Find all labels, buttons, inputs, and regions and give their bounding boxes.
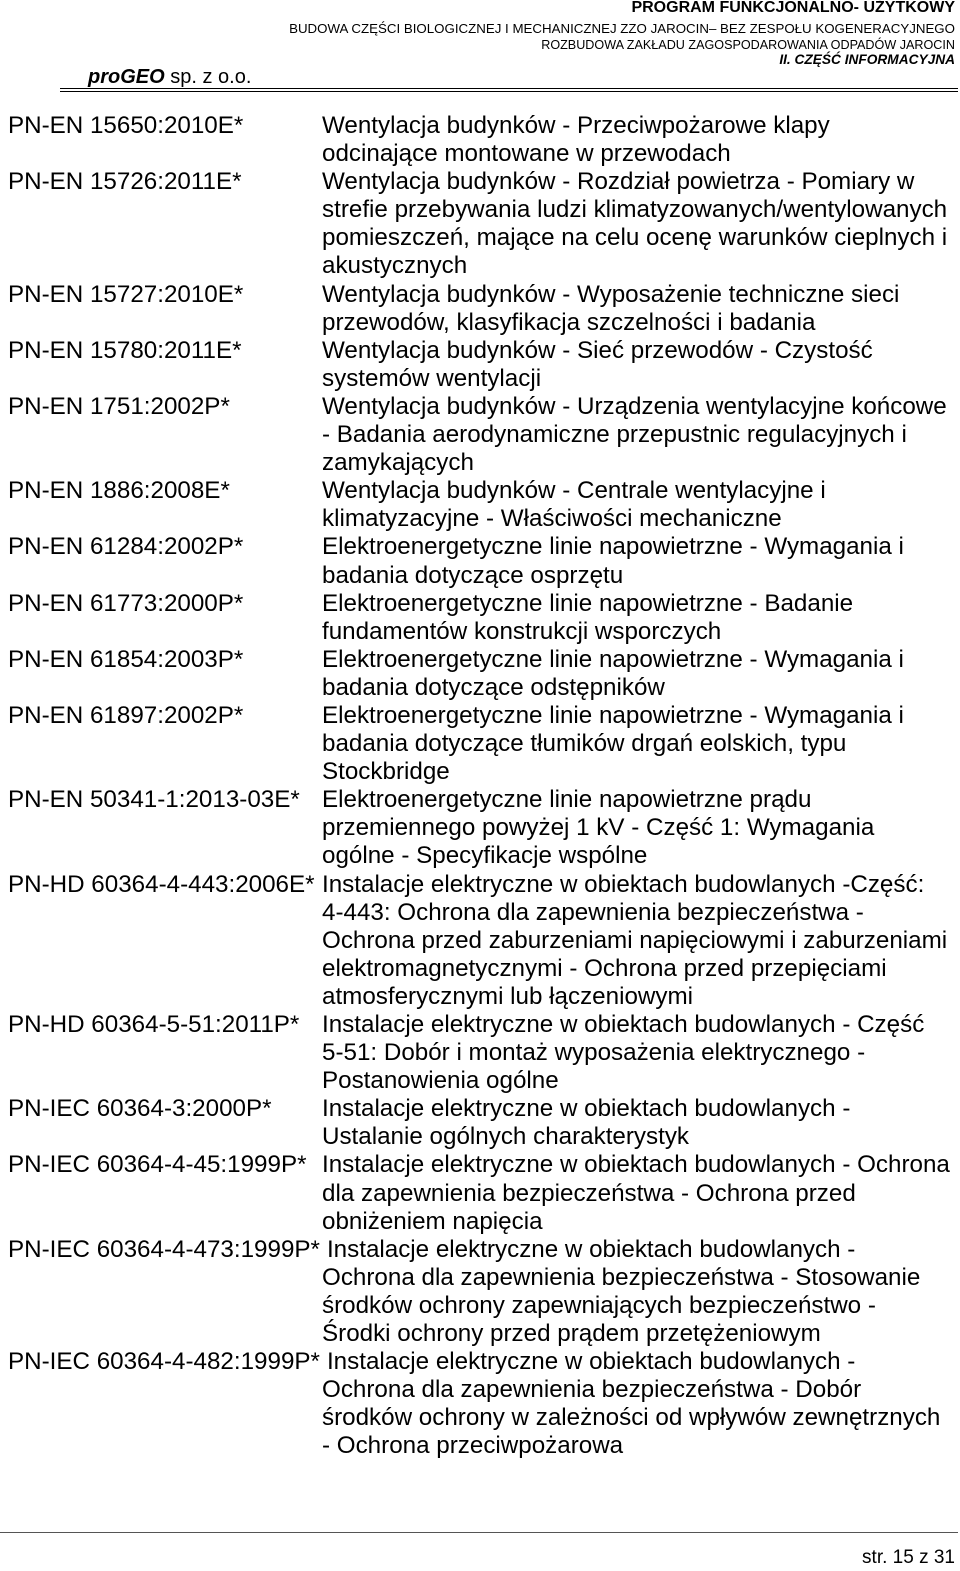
program-title: PROGRAM FUNKCJONALNO- UŻYTKOWY [631,0,955,16]
standard-title [322,1348,940,1459]
standard-entry [8,477,958,533]
standard-entry [8,533,958,589]
standard-title [322,871,947,1010]
standard-entry [8,702,958,786]
standard-code: PN-EN 50341-1:2013-03E* [8,786,300,814]
standard-title-line: badania dotyczące odstępników [322,673,665,701]
standard-title-line: pomieszczeń, mające na celu ocenę warunków cieplnych i [322,224,948,252]
standard-title-line: 4-443: Ochrona dla zapewnienia bezpieczeństwa - [322,898,864,926]
standard-entry [8,281,958,337]
standard-title-line: obniżeniem napięcia [322,1207,543,1235]
standard-title-line: Instalacje elektryczne w obiektach budowlanych - [322,1095,851,1123]
standard-title [322,702,904,785]
standard-title-line: systemów wentylacji [322,364,542,392]
standard-title [322,533,904,588]
standard-code: PN-IEC 60364-4-473:1999P* [8,1235,320,1263]
standard-title [322,1095,850,1150]
standard-code: PN-EN 15727:2010E* [8,280,244,308]
standard-code: PN-EN 61897:2002P* [8,701,244,729]
standard-title [322,1011,924,1094]
standard-title-line: środków ochrony zapewniających bezpieczeństwo - [322,1291,876,1319]
standard-code: PN-EN 1886:2008E* [8,477,230,505]
standard-title-line: odcinające montowane w przewodach [322,140,731,168]
standard-title [322,337,873,392]
standard-title-line: przewodów, klasyfikacja szczelności i badania [322,308,816,336]
standard-entry [8,168,958,280]
standard-title-line: Wentylacja budynków - Rozdział powietrza - Pomiary w [322,168,915,196]
standard-code: PN-IEC 60364-4-482:1999P* [8,1348,320,1376]
standard-title [322,786,874,869]
standard-code: PN-EN 61854:2003P* [8,645,244,673]
standard-title-line: - Ochrona przeciwpożarowa [322,1432,624,1460]
standard-code: PN-EN 61773:2000P* [8,589,244,617]
standard-code: PN-IEC 60364-3:2000P* [8,1095,272,1123]
standard-title-line: Wentylacja budynków - Centrale wentylacyjne i [322,477,826,505]
standard-entry [8,1151,958,1235]
standard-entry [8,1011,958,1095]
standard-code: PN-EN 61284:2002P* [8,533,244,561]
company-brand: proGEO [88,66,165,88]
standard-title-line: zamykających [322,449,474,477]
standard-title-line: Ochrona przed zaburzeniami napięciowymi i zaburzeniami [322,926,948,954]
standard-code: PN-HD 60364-5-51:2011P* [8,1011,300,1038]
standard-title-line: fundamentów konstrukcji wsporczych [322,617,722,645]
standard-title [322,112,830,167]
standard-title-line: Wentylacja budynków - Wyposażenie techniczne sieci [322,280,900,308]
standard-title-line: Instalacje elektryczne w obiektach budowlanych - Część [322,1011,925,1038]
standard-title-line: strefie przebywania ludzi klimatyzowanych/wentylowanych [322,196,948,224]
company-logo [88,65,251,89]
standard-title [322,477,826,532]
standard-title-line: środków ochrony w zależności od wpływów zewnętrznych [322,1404,941,1432]
page-number: str. 15 z 31 [862,1547,955,1568]
standard-entry [8,1095,958,1151]
standard-title [322,168,947,279]
standard-entry [8,1236,958,1348]
standard-entry [8,393,958,477]
standard-title [322,646,904,701]
standard-title-line: Instalacje elektryczne w obiektach budowlanych -Część: [322,870,925,898]
standards-list [8,112,958,1461]
standard-title-line: Stockbridge [322,758,450,786]
standard-title-line: Ochrona dla zapewnienia bezpieczeństwa - Dobór [322,1376,862,1404]
standard-title-line: Instalacje elektryczne w obiektach budowlanych - [326,1348,856,1376]
standard-title-line: Instalacje elektryczne w obiektach budowlanych - Ochrona [322,1151,950,1179]
standard-entry [8,590,958,646]
standard-title-line: przemiennego powyżej 1 kV - Część 1: Wymagania [322,814,875,842]
header-rule [60,88,958,92]
standard-title-line: elektromagnetycznymi - Ochrona przed przepięciami [322,954,887,982]
standard-title-line: badania dotyczące osprzętu [322,561,624,589]
standard-entry [8,337,958,393]
project-title-line: BUDOWA CZĘŚCI BIOLOGICZNEJ I MECHANICZNEJ ZZO JAROCIN– BEZ ZESPOŁU KOGENERACYJNEGO [289,21,955,36]
standard-title-line: Elektroenergetyczne linie napowietrzne - Wymagania i [322,701,904,729]
standard-title-line: Elektroenergetyczne linie napowietrzne - Badanie [322,589,854,617]
standard-title-line: Wentylacja budynków - Urządzenia wentylacyjne końcowe [322,392,947,420]
standard-code: PN-EN 15726:2011E* [8,168,242,196]
footer-rule [0,1532,958,1533]
standard-title-line: Ochrona dla zapewnienia bezpieczeństwa - Stosowanie [322,1263,921,1291]
standard-title-line: Instalacje elektryczne w obiektach budowlanych - [326,1235,856,1263]
standard-title-line: badania dotyczące tłumików drgań eolskich, typu [322,730,847,758]
standard-title-line: Wentylacja budynków - Sieć przewodów - Czystość [322,336,873,364]
standard-title-line: Wentylacja budynków - Przeciwpożarowe klapy [322,112,830,139]
company-suffix: sp. z o.o. [170,66,252,88]
standard-title-line: Ustalanie ogólnych charakterystyk [322,1123,690,1151]
standard-title-line: dla zapewnienia bezpieczeństwa - Ochrona przed [322,1179,856,1207]
standard-code: PN-EN 15780:2011E* [8,336,242,364]
standard-title-line: atmosferycznymi lub łączeniowymi [322,982,693,1010]
standard-title-line: akustycznych [322,252,468,280]
standard-entry [8,786,958,870]
section-label: II. CZĘŚĆ INFORMACYJNA [779,52,955,67]
standard-code: PN-EN 15650:2010E* [8,112,244,139]
standard-title [322,393,947,476]
standard-title-line: Środki ochrony przed prądem przetężeniowym [322,1320,821,1348]
project-subtitle-line: ROZBUDOWA ZAKŁADU ZAGOSPODAROWANIA ODPADÓW JAROCIN [541,38,955,52]
standard-title [322,281,899,336]
standard-title-line: ogólne - Specyfikacje wspólne [322,842,648,870]
standard-title [322,590,853,645]
standard-entry [8,1348,958,1460]
standard-code: PN-HD 60364-4-443:2006E* [8,870,315,898]
standard-entry [8,871,958,1011]
standard-title-line: Elektroenergetyczne linie napowietrzne prądu [322,786,812,814]
standard-title-line: - Badania aerodynamiczne przepustnic regulacyjnych i [322,421,907,449]
standard-title-line: klimatyzacyjne - Właściwości mechaniczne [322,505,782,533]
standard-title-line: Elektroenergetyczne linie napowietrzne - Wymagania i [322,645,904,673]
standard-title-line: Postanowienia ogólne [322,1067,559,1095]
standard-code: PN-EN 1751:2002P* [8,392,230,420]
standard-title-line: 5-51: Dobór i montaż wyposażenia elektrycznego - [322,1039,866,1067]
standard-title [322,1151,950,1234]
standard-entry [8,112,958,168]
standard-code: PN-IEC 60364-4-45:1999P* [8,1151,307,1179]
standard-title-line: Elektroenergetyczne linie napowietrzne - Wymagania i [322,533,904,561]
standard-entry [8,646,958,702]
standard-title [322,1236,920,1347]
